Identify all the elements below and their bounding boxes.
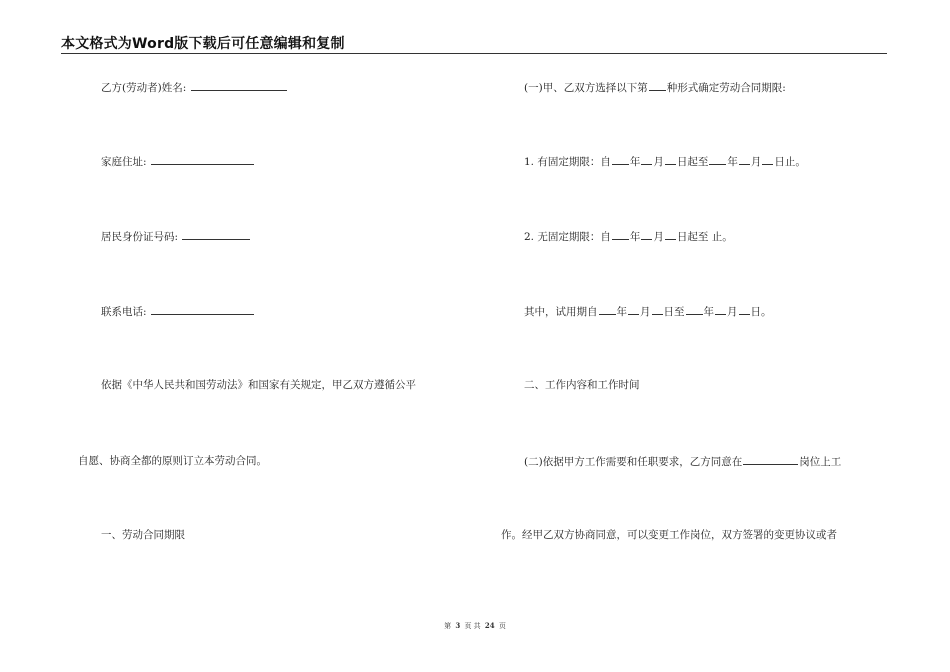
open-start-day-blank[interactable] (665, 229, 676, 240)
probation-text-g: 日。 (750, 306, 772, 318)
term-form-blank[interactable] (649, 80, 666, 91)
party-b-name-blank[interactable] (191, 80, 287, 91)
section-1-heading: 一、劳动合同期限 (101, 529, 185, 541)
fixed-term-text-e: 年 (727, 156, 738, 168)
fixed-term-text-c: 月 (653, 156, 664, 168)
probation-text-d: 日至 (663, 306, 685, 318)
open-start-month-blank[interactable] (641, 229, 652, 240)
probation-line (524, 304, 772, 319)
fixed-start-day-blank[interactable] (665, 154, 676, 165)
probation-text-e: 年 (703, 306, 714, 318)
fixed-start-month-blank[interactable] (641, 154, 652, 165)
job-position-line (524, 454, 841, 469)
fixed-end-day-blank[interactable] (762, 154, 773, 165)
probation-start-month-blank[interactable] (628, 304, 639, 315)
job-position-blank[interactable] (743, 454, 798, 465)
fixed-end-month-blank[interactable] (739, 154, 750, 165)
address-line (101, 154, 255, 169)
fixed-start-year-blank[interactable] (612, 154, 629, 165)
footer-page-number: 3 (455, 621, 461, 630)
address-label: 家庭住址: (101, 156, 147, 168)
term-form-text-b: 种形式确定劳动合同期限: (666, 82, 786, 94)
fixed-term-text-a: 1. 有固定期限：自 (524, 156, 611, 168)
basis-paragraph-line-1: 依据《中华人民共和国劳动法》和国家有关规定，甲乙双方遵循公平 (101, 379, 416, 391)
probation-end-year-blank[interactable] (686, 304, 703, 315)
id-number-line (101, 229, 251, 244)
footer-total-pages: 24 (484, 621, 495, 630)
fixed-term-text-f: 月 (750, 156, 762, 168)
fixed-term-text-b: 年 (629, 156, 641, 168)
term-form-text-a: (一)甲、乙双方选择以下第 (524, 82, 648, 94)
phone-line (101, 304, 255, 319)
probation-text-a: 其中，试用期自 (524, 306, 598, 318)
open-term-line (524, 229, 733, 244)
basis-paragraph-line-2: 自愿、协商全都的原则订立本劳动合同。 (78, 455, 267, 467)
probation-text-b: 年 (616, 306, 627, 318)
open-start-year-blank[interactable] (612, 229, 629, 240)
phone-blank[interactable] (151, 304, 254, 315)
header-divider (61, 53, 887, 54)
job-change-line: 作。经甲乙双方协商同意，可以变更工作岗位，双方签署的变更协议或者 (501, 529, 837, 541)
footer-suffix: 页 (498, 622, 506, 630)
footer-middle: 页 共 (464, 622, 481, 630)
open-term-text-b: 年 (629, 231, 641, 243)
page-footer (0, 621, 950, 631)
probation-text-f: 月 (727, 306, 738, 318)
fixed-term-line (524, 154, 806, 169)
address-blank[interactable] (151, 154, 254, 165)
phone-label: 联系电话: (101, 306, 147, 318)
footer-prefix: 第 (444, 622, 452, 630)
job-position-text-b: 岗位上工 (799, 456, 842, 468)
id-number-blank[interactable] (182, 229, 250, 240)
probation-start-day-blank[interactable] (652, 304, 663, 315)
probation-text-c: 月 (640, 306, 651, 318)
id-number-label: 居民身份证号码: (101, 231, 179, 243)
job-position-text-a: (二)依据甲方工作需要和任职要求，乙方同意在 (524, 456, 743, 468)
party-b-name-label: 乙方(劳动者)姓名: (101, 82, 187, 94)
fixed-end-year-blank[interactable] (709, 154, 726, 165)
section-2-heading: 二、工作内容和工作时间 (524, 379, 640, 391)
fixed-term-text-d: 日起至 (676, 156, 709, 168)
probation-start-year-blank[interactable] (599, 304, 616, 315)
open-term-text-d: 日起至 止。 (676, 231, 733, 243)
party-b-name-line (101, 80, 288, 95)
open-term-text-a: 2. 无固定期限：自 (524, 231, 611, 243)
open-term-text-c: 月 (653, 231, 664, 243)
fixed-term-text-g: 日止。 (774, 156, 806, 168)
probation-end-day-blank[interactable] (739, 304, 750, 315)
probation-end-month-blank[interactable] (715, 304, 726, 315)
document-header-title: 本文格式为Word版下载后可任意编辑和复制 (61, 36, 345, 52)
term-form-line (524, 80, 786, 95)
